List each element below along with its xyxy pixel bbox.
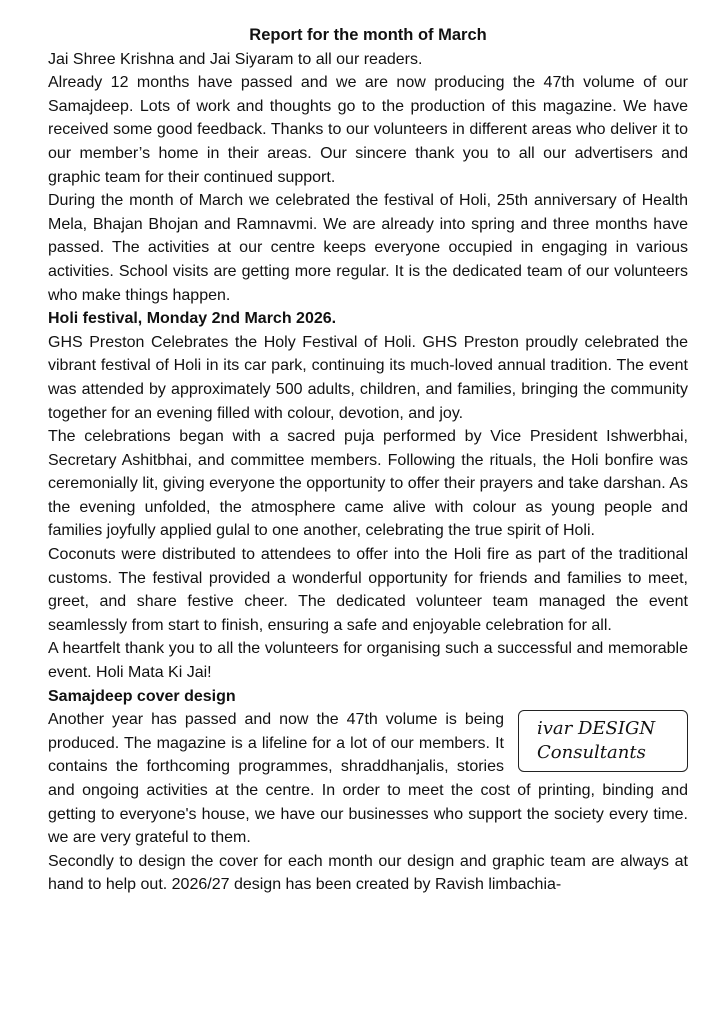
design-consultants-box: [518, 710, 688, 772]
intro-paragraph-3: During the month of March we celebrated the festival of Holi, 25th anniversary of Health Mela, Bhajan Bhojan and Ramnavmi. We are already into spring and three months have passed. The activities at our centre keeps everyone occupied in engaging in various activities. School visits are getting more regular. It is the dedicated team of our volunteers who make things happen.: [48, 192, 688, 304]
cover-paragraph-2: Secondly to design the cover for each month our design and graphic team are always at hand to help out. 2026/27 design has been created by Ravish limbachia-: [48, 852, 688, 894]
holi-paragraph-4: A heartfelt thank you to all the volunteers for organising such a successful and memorable event. Holi Mata Ki Jai!: [48, 640, 688, 682]
intro-paragraph-2: Already 12 months have passed and we are now producing the 47th volume of our Samajdeep. Lots of work and thoughts go to the production of this magazine. We have received some good feedback. Thanks to our volunteers in different areas who deliver it to our member’s home in their areas. Our sincere thank you to all our advertisers and graphic team for their continued support.: [48, 74, 688, 186]
cover-paragraph-1: Another year has passed and now the 47th volume is being produced. The magazine is a lifeline for a lot of our members. It contains the forthcoming programmes, shraddhanjalis, stories and ongoing activities at the centre. In order to meet the cost of printing, binding and getting to everyone's house, we have our businesses who support the society every time. we are very grateful to them.: [48, 711, 688, 847]
design-box-line-2: Consultants: [537, 742, 646, 764]
holi-paragraph-3: Coconuts were distributed to attendees to offer into the Holi fire as part of the traditional customs. The festival provided a wonderful opportunity for friends and families to meet, greet, and share festive cheer. The dedicated volunteer team managed the event seamlessly from start to finish, ensuring a safe and enjoyable celebration for all.: [48, 546, 688, 634]
document-page: [48, 24, 688, 897]
page-title: Report for the month of March: [249, 26, 487, 44]
holi-paragraph-2: The celebrations began with a sacred puja performed by Vice President Ishwerbhai, Secretary Ashitbhai, and committee members. Following the rituals, the Holi bonfire was ceremonially lit, giving everyone the opportunity to offer their prayers and take darshan. As the evening unfolded, the atmosphere came alive with colour as young people and families joyfully applied gulal to one another, celebrating the true spirit of Holi.: [48, 428, 688, 540]
cover-heading: Samajdeep cover design: [48, 687, 236, 705]
intro-paragraph-1: Jai Shree Krishna and Jai Siyaram to all our readers.: [48, 50, 423, 68]
holi-heading: Holi festival, Monday 2nd March 2026.: [48, 310, 337, 328]
holi-paragraph-1: GHS Preston Celebrates the Holy Festival of Holi. GHS Preston proudly celebrated the vibrant festival of Holi in its car park, continuing its much-loved annual tradition. The event was attended by approximately 500 adults, children, and families, bringing the community together for an evening filled with colour, devotion, and joy.: [48, 333, 688, 422]
design-box-line-1: ivar DESIGN: [537, 718, 656, 740]
